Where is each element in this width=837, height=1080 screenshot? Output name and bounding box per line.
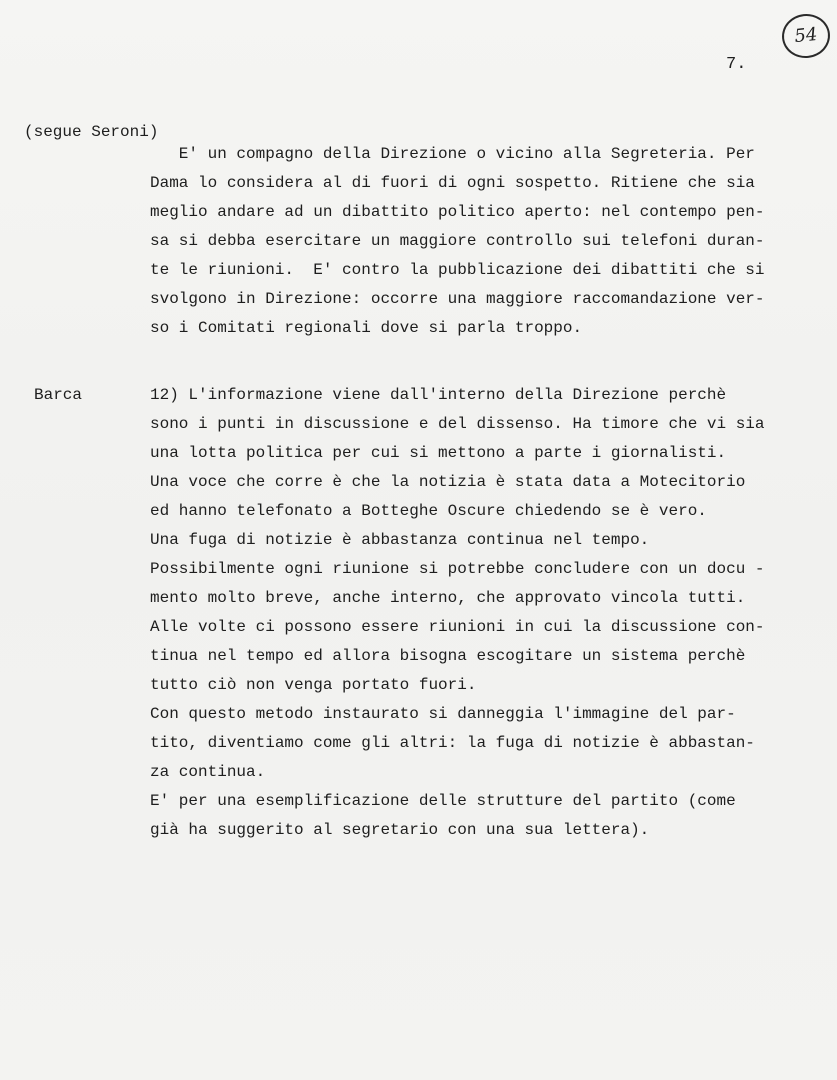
text-line: sa si debba esercitare un maggiore controllo sui telefoni duran- [150, 232, 765, 250]
page-number: 7. [726, 55, 747, 74]
text-line: Con questo metodo instaurato si danneggia l'immagine del par- [150, 705, 736, 723]
speaker-seroni: (segue Seroni) [24, 123, 159, 141]
text-line: te le riunioni. E' contro la pubblicazione dei dibattiti che si [150, 261, 765, 279]
text-line: mento molto breve, anche interno, che approvato vincola tutti. [150, 589, 746, 607]
text-line: E' un compagno della Direzione o vicino alla Segreteria. Per [150, 145, 755, 163]
text-line: Alle volte ci possono essere riunioni in cui la discussione con- [150, 618, 765, 636]
archive-stamp: 54 [780, 12, 832, 61]
text-line: so i Comitati regionali dove si parla troppo. [150, 319, 583, 337]
text-line: sono i punti in discussione e del dissenso. Ha timore che vi sia [150, 415, 765, 433]
text-line: ed hanno telefonato a Botteghe Oscure chiedendo se è vero. [150, 502, 707, 520]
text-line: za continua. [150, 763, 266, 781]
text-line: tito, diventiamo come gli altri: la fuga di notizie è abbastan- [150, 734, 755, 752]
paragraph-barca [150, 381, 765, 845]
text-line: una lotta politica per cui si mettono a parte i giornalisti. [150, 444, 727, 462]
text-line: Una fuga di notizie è abbastanza continua nel tempo. [150, 531, 650, 549]
paragraph-seroni [150, 140, 765, 343]
speaker-barca: Barca [34, 386, 83, 404]
text-line: già ha suggerito al segretario con una sua lettera). [150, 821, 650, 839]
text-line: Dama lo considera al di fuori di ogni sospetto. Ritiene che sia [150, 174, 755, 192]
text-line: tinua nel tempo ed allora bisogna escogitare un sistema perchè [150, 647, 746, 665]
text-line: meglio andare ad un dibattito politico aperto: nel contempo pen- [150, 203, 765, 221]
text-line: svolgono in Direzione: occorre una maggiore raccomandazione ver- [150, 290, 765, 308]
text-line: tutto ciò non venga portato fuori. [150, 676, 477, 694]
text-line: E' per una esemplificazione delle strutture del partito (come [150, 792, 736, 810]
text-line: Possibilmente ogni riunione si potrebbe concludere con un docu - [150, 560, 765, 578]
watermark [148, 10, 240, 32]
text-line: Una voce che corre è che la notizia è stata data a Motecitorio [150, 473, 746, 491]
text-line: 12) L'informazione viene dall'interno della Direzione perchè [150, 386, 727, 404]
